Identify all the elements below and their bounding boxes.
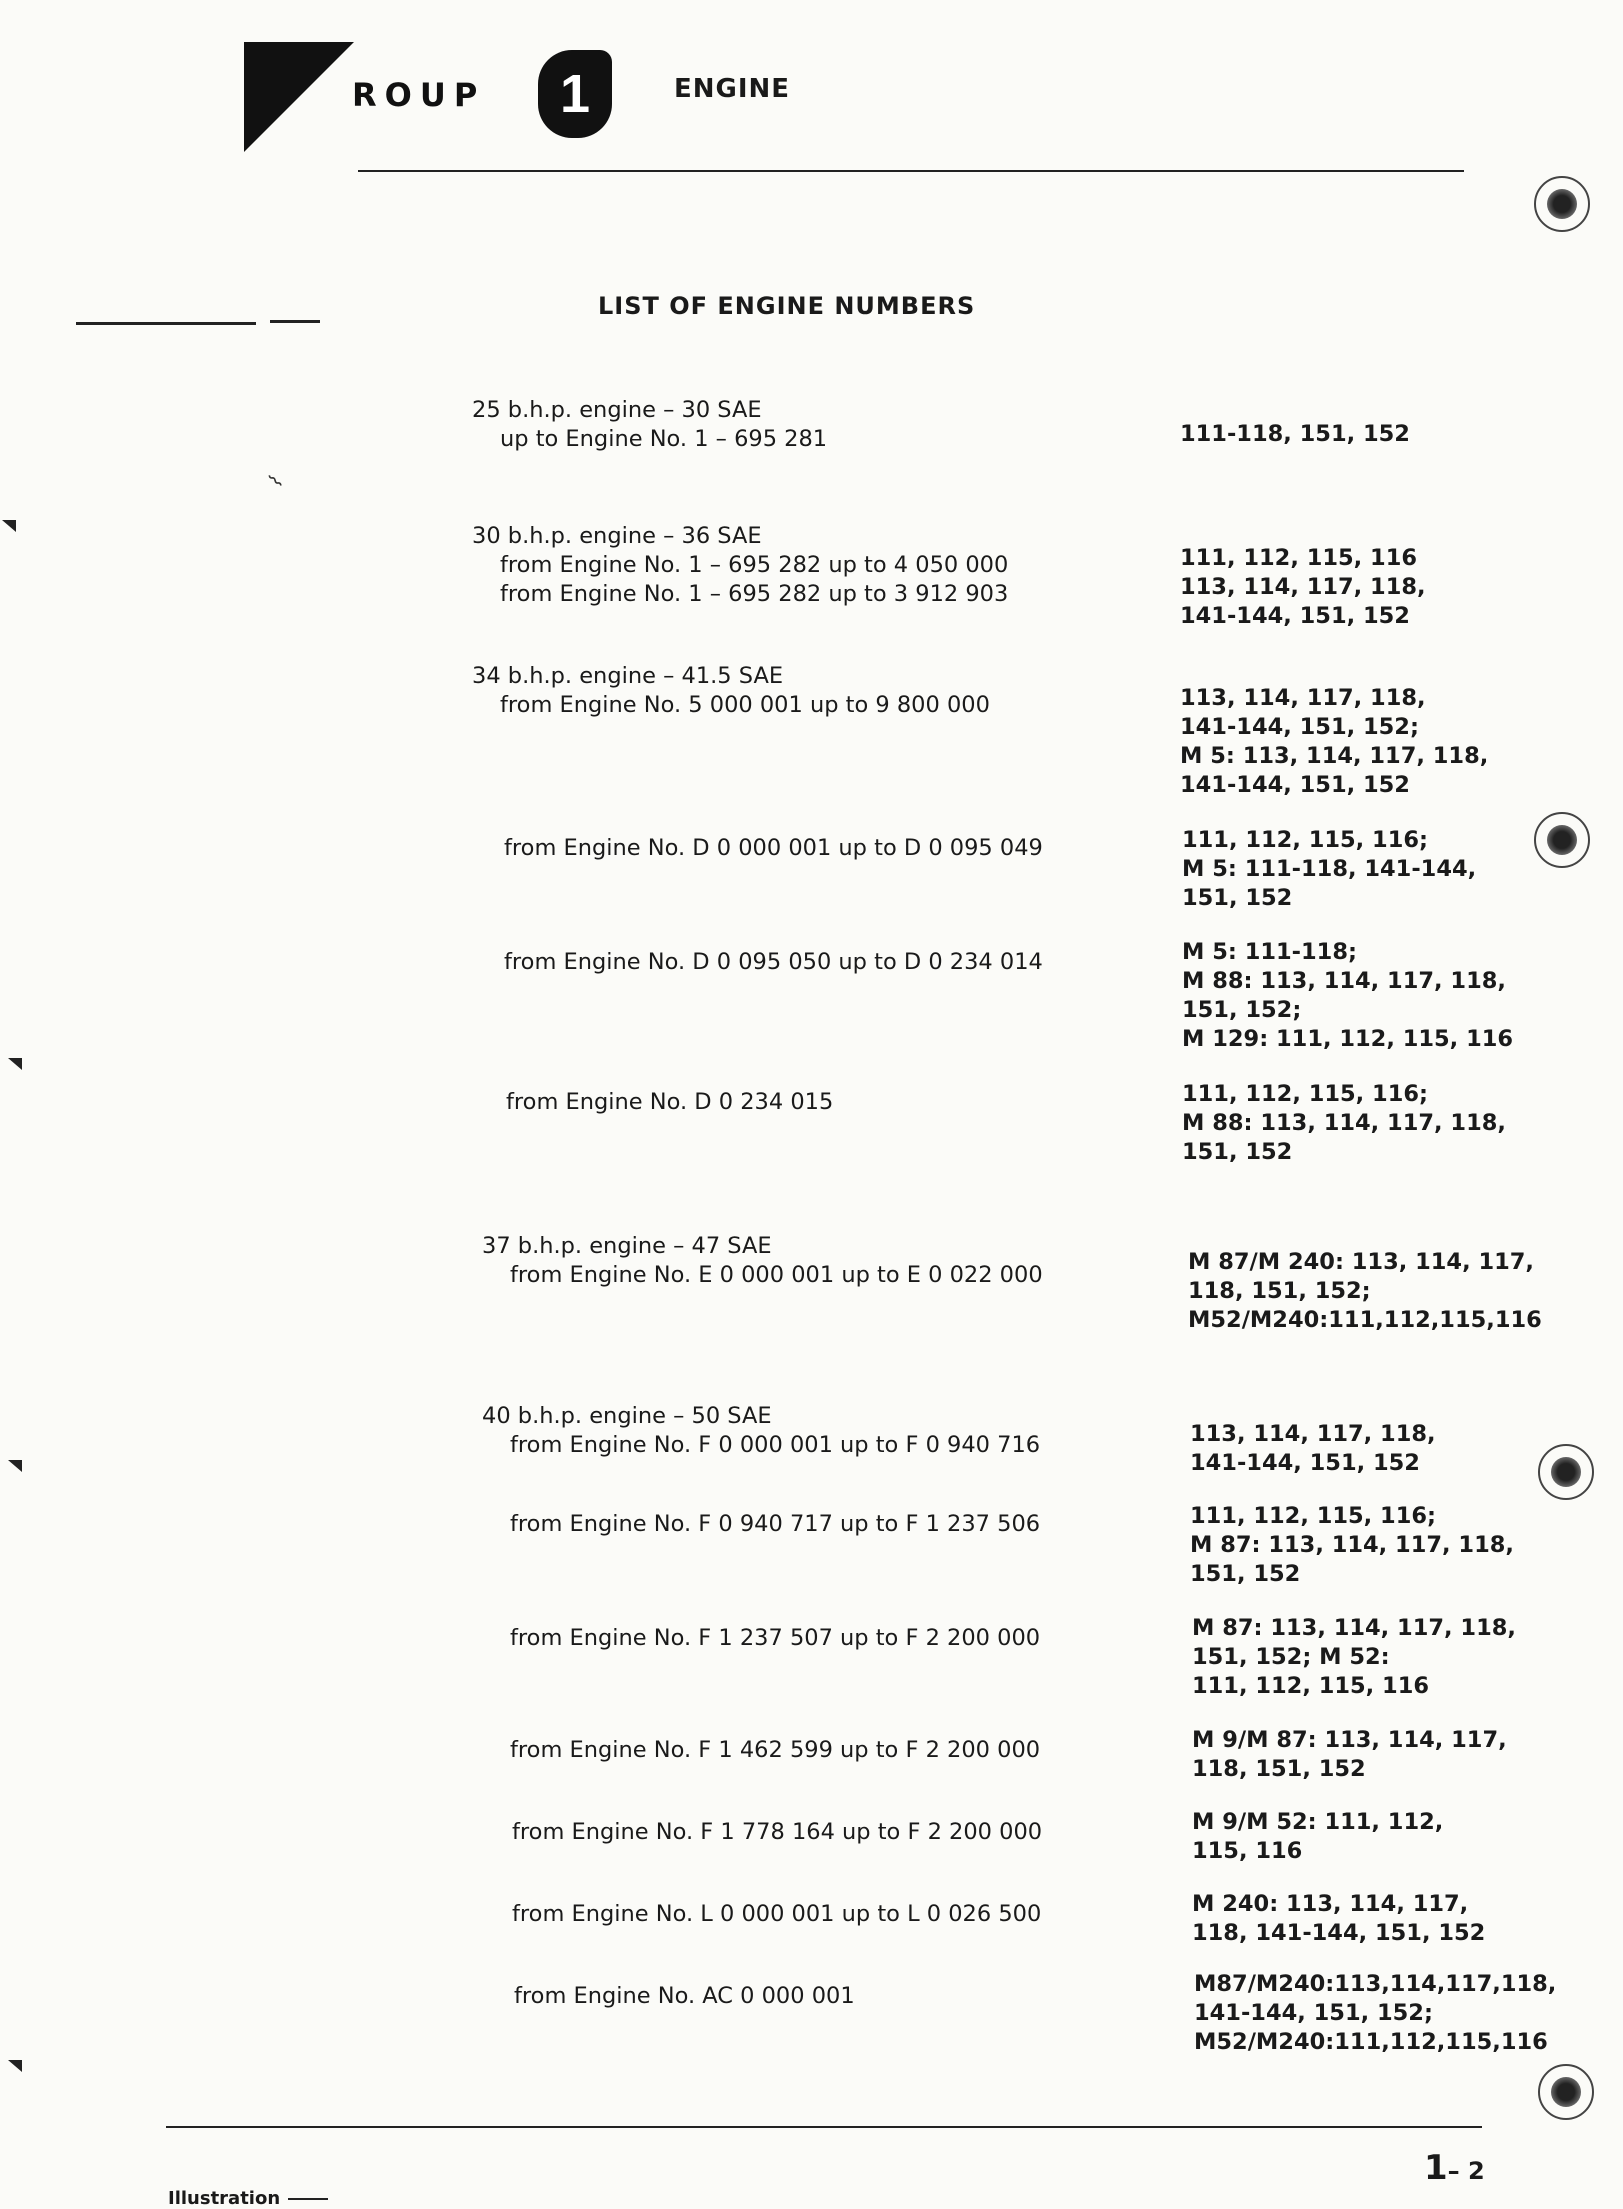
entry-range: from Engine No. 1 – 695 282 up to 3 912 903 [500, 581, 1009, 607]
entry-models: M 5: 113, 114, 117, 118, [1180, 743, 1489, 769]
entry-models: 141-144, 151, 152; [1180, 714, 1419, 740]
entry-models: M 87/M 240: 113, 114, 117, [1188, 1249, 1534, 1275]
entry-right [1180, 544, 1426, 631]
entry-models: M 88: 113, 114, 117, 118, [1182, 1110, 1506, 1136]
section-title: ENGINE [674, 74, 791, 104]
margin-mark [2, 520, 16, 532]
entry-models: 111, 112, 115, 116 [1192, 1673, 1430, 1699]
entry-range: from Engine No. 5 000 001 up to 9 800 000 [500, 692, 990, 718]
entry-range: from Engine No. AC 0 000 001 [514, 1983, 855, 2009]
entry-right [1182, 1080, 1506, 1167]
entry-models: M 87: 113, 114, 117, 118, [1192, 1615, 1516, 1641]
entry-models: 111, 112, 115, 116; [1182, 827, 1429, 853]
entry-left [504, 834, 1043, 863]
entry-left [472, 522, 1008, 609]
entry-left [472, 662, 990, 720]
entry-models: M 87: 113, 114, 117, 118, [1190, 1532, 1514, 1558]
entry-right [1182, 938, 1513, 1054]
entry-left [506, 1088, 833, 1117]
entry-models: M 129: 111, 112, 115, 116 [1182, 1026, 1514, 1052]
entry-range: up to Engine No. 1 – 695 281 [500, 426, 828, 452]
entry-range: from Engine No. 1 – 695 282 up to 4 050 000 [500, 552, 1009, 578]
binder-hole [1538, 2064, 1594, 2120]
group-tab-corner [244, 42, 354, 152]
entry-models: 141-144, 151, 152 [1190, 1450, 1420, 1476]
entry-range: from Engine No. E 0 000 001 up to E 0 022 000 [510, 1262, 1043, 1288]
entry-models: 111, 112, 115, 116; [1190, 1503, 1437, 1529]
entry-heading: 34 b.h.p. engine – 41.5 SAE [472, 663, 784, 689]
entry-range: from Engine No. F 0 000 001 up to F 0 940 716 [510, 1432, 1041, 1458]
group-number: 1 [559, 64, 591, 124]
entry-range: from Engine No. D 0 234 015 [506, 1089, 834, 1115]
group-number-badge [538, 50, 612, 138]
entry-range: from Engine No. L 0 000 001 up to L 0 026 500 [512, 1901, 1042, 1927]
entry-left [510, 1624, 1040, 1653]
entry-models: M 240: 113, 114, 117, [1192, 1891, 1469, 1917]
entry-right [1192, 1890, 1485, 1948]
entry-models: M 5: 111-118, 141-144, [1182, 856, 1477, 882]
entry-left [482, 1232, 1043, 1290]
entry-models: 141-144, 151, 152; [1194, 2000, 1433, 2026]
entry-left [510, 1736, 1040, 1765]
entry-models: 151, 152; M 52: [1192, 1644, 1390, 1670]
margin-mark [8, 2060, 22, 2072]
entry-models: 151, 152 [1190, 1561, 1301, 1587]
entry-models: 151, 152 [1182, 1139, 1293, 1165]
entry-models: 151, 152; [1182, 997, 1302, 1023]
entry-range: from Engine No. F 0 940 717 up to F 1 237 506 [510, 1511, 1041, 1537]
entry-right [1180, 684, 1488, 800]
entry-right [1192, 1726, 1507, 1784]
entry-heading: 37 b.h.p. engine – 47 SAE [482, 1233, 772, 1259]
entry-models: M 88: 113, 114, 117, 118, [1182, 968, 1506, 994]
binder-hole [1534, 176, 1590, 232]
entry-right [1194, 1970, 1556, 2057]
entry-models: 141-144, 151, 152 [1180, 772, 1410, 798]
entry-models: 111, 112, 115, 116 [1180, 545, 1418, 571]
entry-heading: 40 b.h.p. engine – 50 SAE [482, 1403, 772, 1429]
entry-models: M87/M240:113,114,117,118, [1194, 1971, 1557, 1997]
entry-models: M 9/M 52: 111, 112, [1192, 1809, 1444, 1835]
entry-range: from Engine No. F 1 778 164 up to F 2 200 000 [512, 1819, 1043, 1845]
entry-models: 111-118, 151, 152 [1180, 421, 1410, 447]
entry-left [514, 1982, 855, 2011]
entry-left [504, 948, 1043, 977]
entry-heading: 25 b.h.p. engine – 30 SAE [472, 397, 762, 423]
entry-models: 118, 141-144, 151, 152 [1192, 1920, 1486, 1946]
entry-models: M 5: 111-118; [1182, 939, 1357, 965]
margin-mark [8, 1460, 22, 1472]
header-rule [358, 170, 1464, 172]
entry-range: from Engine No. F 1 237 507 up to F 2 200 000 [510, 1625, 1041, 1651]
group-label: ROUP [352, 76, 486, 114]
entry-right [1182, 826, 1476, 913]
entry-models: M52/M240:111,112,115,116 [1188, 1307, 1542, 1333]
entry-left [482, 1402, 1040, 1460]
entry-models: M 9/M 87: 113, 114, 117, [1192, 1727, 1507, 1753]
entry-right [1188, 1248, 1542, 1335]
entry-models: 118, 151, 152; [1188, 1278, 1371, 1304]
entry-left [512, 1818, 1042, 1847]
binder-hole [1534, 812, 1590, 868]
entry-models: 113, 114, 117, 118, [1180, 685, 1426, 711]
entry-models: M52/M240:111,112,115,116 [1194, 2029, 1548, 2055]
entry-range: from Engine No. D 0 095 050 up to D 0 234 014 [504, 949, 1043, 975]
page-number [1424, 2148, 1485, 2188]
entry-models: 111, 112, 115, 116; [1182, 1081, 1429, 1107]
binder-hole [1538, 1444, 1594, 1500]
page-number-main: 1 [1424, 2148, 1448, 2188]
margin-mark [8, 1058, 22, 1070]
entry-right [1190, 1420, 1436, 1478]
entry-left [510, 1510, 1040, 1539]
entry-models: 141-144, 151, 152 [1180, 603, 1410, 629]
margin-dash [76, 322, 256, 325]
entry-heading: 30 b.h.p. engine – 36 SAE [472, 523, 762, 549]
entry-models: 151, 152 [1182, 885, 1293, 911]
entry-right [1192, 1808, 1443, 1866]
page-number-sub: – 2 [1447, 2157, 1485, 2185]
entry-right [1180, 420, 1410, 449]
entry-range: from Engine No. D 0 000 001 up to D 0 095 049 [504, 835, 1043, 861]
margin-dash [270, 320, 320, 323]
handwritten-scribble: ⌇ [262, 471, 288, 493]
footer-rule [166, 2126, 1482, 2128]
entry-right [1190, 1502, 1514, 1589]
entry-range: from Engine No. F 1 462 599 up to F 2 200 000 [510, 1737, 1041, 1763]
entry-models: 118, 151, 152 [1192, 1756, 1366, 1782]
entry-models: 115, 116 [1192, 1838, 1303, 1864]
entry-right [1192, 1614, 1516, 1701]
list-title: LIST OF ENGINE NUMBERS [598, 292, 976, 320]
illustration-label: Illustration [168, 2188, 328, 2209]
entry-left [472, 396, 827, 454]
entry-models: 113, 114, 117, 118, [1190, 1421, 1436, 1447]
entry-models: 113, 114, 117, 118, [1180, 574, 1426, 600]
entry-left [512, 1900, 1041, 1929]
